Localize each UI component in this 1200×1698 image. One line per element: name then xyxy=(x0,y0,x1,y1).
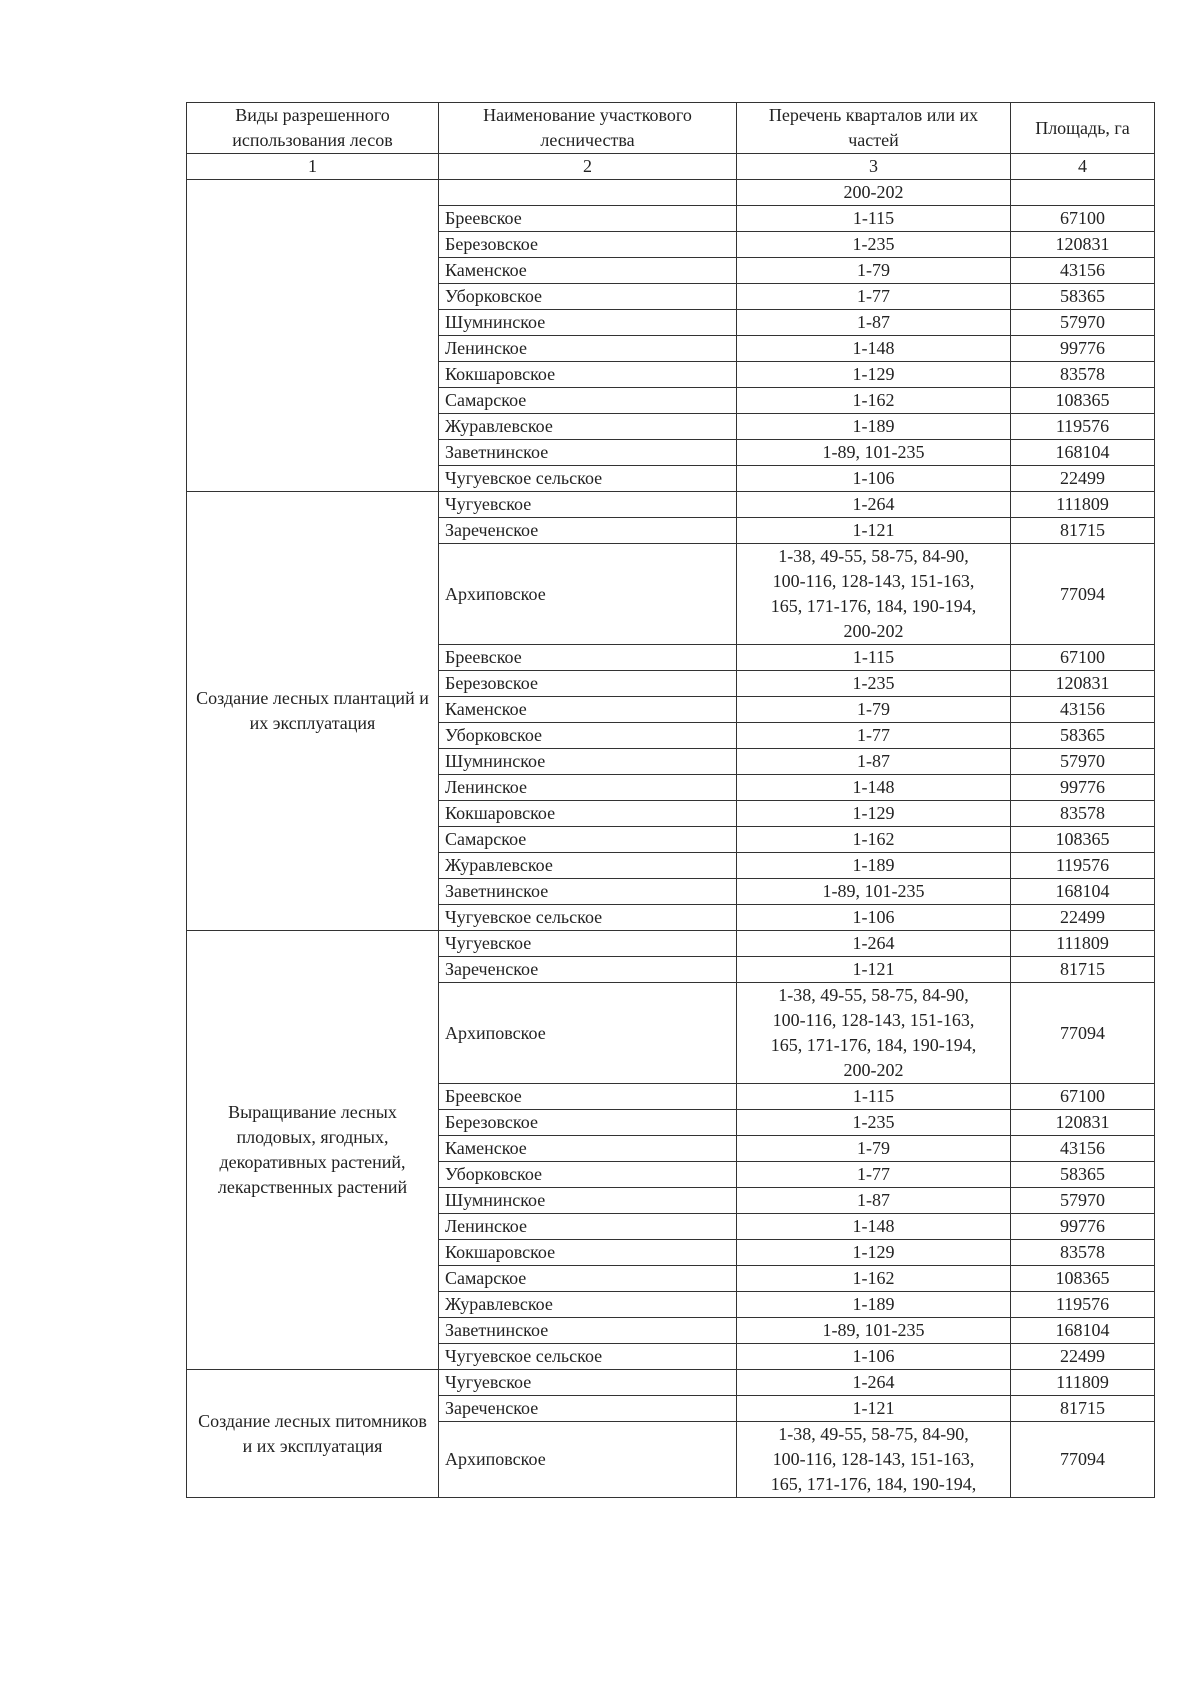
quarters-cell: 1-106 xyxy=(737,1344,1011,1370)
quarters-cell: 1-38, 49-55, 58-75, 84-90, 100-116, 128-143, 151-163, 165, 171-176, 184, 190-194, 200-202 xyxy=(737,544,1011,645)
area-cell: 57970 xyxy=(1011,1188,1155,1214)
area-cell: 22499 xyxy=(1011,1344,1155,1370)
area-cell: 108365 xyxy=(1011,1266,1155,1292)
forestry-name-cell: Березовское xyxy=(439,1110,737,1136)
quarters-cell: 1-121 xyxy=(737,1396,1011,1422)
quarters-cell: 1-121 xyxy=(737,957,1011,983)
forestry-name-cell: Березовское xyxy=(439,232,737,258)
area-cell: 67100 xyxy=(1011,645,1155,671)
quarters-cell: 1-79 xyxy=(737,1136,1011,1162)
forestry-name-cell: Самарское xyxy=(439,1266,737,1292)
quarters-cell: 1-87 xyxy=(737,749,1011,775)
forestry-name-cell: Архиповское xyxy=(439,1422,737,1498)
forestry-name-cell: Уборковское xyxy=(439,723,737,749)
forestry-name-cell: Чугуевское xyxy=(439,931,737,957)
forestry-name-cell: Зареченское xyxy=(439,1396,737,1422)
forestry-name-cell: Ленинское xyxy=(439,1214,737,1240)
quarters-cell: 1-189 xyxy=(737,414,1011,440)
quarters-cell: 1-89, 101-235 xyxy=(737,1318,1011,1344)
use-type-cell xyxy=(187,180,439,492)
quarters-cell: 1-77 xyxy=(737,1162,1011,1188)
quarters-cell: 1-148 xyxy=(737,1214,1011,1240)
column-number: 2 xyxy=(439,154,737,180)
quarters-cell: 1-235 xyxy=(737,1110,1011,1136)
quarters-cell: 1-106 xyxy=(737,466,1011,492)
area-cell: 43156 xyxy=(1011,258,1155,284)
header-forestry-name: Наименование участкового лесничества xyxy=(439,103,737,154)
forestry-name-cell: Чугуевское сельское xyxy=(439,905,737,931)
area-cell: 168104 xyxy=(1011,879,1155,905)
forestry-name-cell: Шумнинское xyxy=(439,1188,737,1214)
forestry-name-cell: Бреевское xyxy=(439,206,737,232)
area-cell: 119576 xyxy=(1011,414,1155,440)
quarters-cell: 1-235 xyxy=(737,671,1011,697)
area-cell: 81715 xyxy=(1011,1396,1155,1422)
quarters-cell: 1-79 xyxy=(737,697,1011,723)
quarters-cell: 1-148 xyxy=(737,336,1011,362)
quarters-cell: 1-189 xyxy=(737,853,1011,879)
forestry-name-cell: Заветнинское xyxy=(439,1318,737,1344)
forestry-name-cell: Ленинское xyxy=(439,336,737,362)
quarters-cell: 1-162 xyxy=(737,1266,1011,1292)
quarters-cell: 1-129 xyxy=(737,1240,1011,1266)
table-row xyxy=(187,180,1155,206)
header-area: Площадь, га xyxy=(1011,103,1155,154)
forestry-name-cell: Кокшаровское xyxy=(439,362,737,388)
quarters-cell: 1-77 xyxy=(737,284,1011,310)
area-cell: 168104 xyxy=(1011,1318,1155,1344)
forestry-name-cell: Самарское xyxy=(439,827,737,853)
forestry-name-cell: Чугуевское сельское xyxy=(439,1344,737,1370)
forestry-name-cell: Кокшаровское xyxy=(439,801,737,827)
area-cell: 58365 xyxy=(1011,723,1155,749)
quarters-cell: 1-115 xyxy=(737,1084,1011,1110)
forestry-name-cell: Каменское xyxy=(439,697,737,723)
table-header-row xyxy=(187,103,1155,154)
area-cell: 57970 xyxy=(1011,310,1155,336)
area-cell: 57970 xyxy=(1011,749,1155,775)
quarters-cell: 1-79 xyxy=(737,258,1011,284)
quarters-cell: 1-87 xyxy=(737,310,1011,336)
quarters-cell: 1-89, 101-235 xyxy=(737,440,1011,466)
column-number-row xyxy=(187,154,1155,180)
quarters-cell: 1-87 xyxy=(737,1188,1011,1214)
forestry-name-cell: Чугуевское сельское xyxy=(439,466,737,492)
table-body xyxy=(187,180,1155,1498)
forestry-name-cell: Бреевское xyxy=(439,1084,737,1110)
area-cell: 99776 xyxy=(1011,336,1155,362)
table-row xyxy=(187,1370,1155,1396)
quarters-cell: 1-106 xyxy=(737,905,1011,931)
area-cell: 77094 xyxy=(1011,544,1155,645)
area-cell: 77094 xyxy=(1011,1422,1155,1498)
column-number: 3 xyxy=(737,154,1011,180)
forestry-name-cell: Архиповское xyxy=(439,983,737,1084)
forestry-name-cell: Журавлевское xyxy=(439,1292,737,1318)
quarters-cell: 1-129 xyxy=(737,801,1011,827)
area-cell: 58365 xyxy=(1011,1162,1155,1188)
use-type-cell: Выращивание лесных плодовых, ягодных, декоративных растений, лекарственных растений xyxy=(187,931,439,1370)
area-cell: 120831 xyxy=(1011,232,1155,258)
table-row xyxy=(187,492,1155,518)
forestry-name-cell: Заветнинское xyxy=(439,879,737,905)
quarters-cell: 1-121 xyxy=(737,518,1011,544)
area-cell: 111809 xyxy=(1011,492,1155,518)
area-cell: 81715 xyxy=(1011,957,1155,983)
forestry-name-cell: Чугуевское xyxy=(439,1370,737,1396)
area-cell: 83578 xyxy=(1011,1240,1155,1266)
area-cell: 111809 xyxy=(1011,931,1155,957)
quarters-cell: 1-264 xyxy=(737,1370,1011,1396)
use-type-cell: Создание лесных плантаций и их эксплуатация xyxy=(187,492,439,931)
use-type-cell: Создание лесных питомников и их эксплуатация xyxy=(187,1370,439,1498)
forestry-name-cell xyxy=(439,180,737,206)
forestry-name-cell: Уборковское xyxy=(439,1162,737,1188)
quarters-cell: 1-264 xyxy=(737,492,1011,518)
quarters-cell: 1-162 xyxy=(737,827,1011,853)
area-cell: 83578 xyxy=(1011,362,1155,388)
column-number: 1 xyxy=(187,154,439,180)
area-cell: 22499 xyxy=(1011,466,1155,492)
quarters-cell: 1-235 xyxy=(737,232,1011,258)
quarters-cell: 1-264 xyxy=(737,931,1011,957)
forestry-name-cell: Кокшаровское xyxy=(439,1240,737,1266)
forestry-name-cell: Шумнинское xyxy=(439,749,737,775)
quarters-cell: 1-115 xyxy=(737,206,1011,232)
quarters-cell: 1-162 xyxy=(737,388,1011,414)
forestry-name-cell: Ленинское xyxy=(439,775,737,801)
area-cell: 168104 xyxy=(1011,440,1155,466)
area-cell: 108365 xyxy=(1011,827,1155,853)
area-cell: 119576 xyxy=(1011,1292,1155,1318)
quarters-cell: 1-189 xyxy=(737,1292,1011,1318)
area-cell: 58365 xyxy=(1011,284,1155,310)
column-number: 4 xyxy=(1011,154,1155,180)
forest-use-table xyxy=(186,102,1155,1498)
forestry-name-cell: Березовское xyxy=(439,671,737,697)
quarters-cell: 1-115 xyxy=(737,645,1011,671)
area-cell: 119576 xyxy=(1011,853,1155,879)
quarters-cell: 1-148 xyxy=(737,775,1011,801)
forestry-name-cell: Журавлевское xyxy=(439,853,737,879)
area-cell: 67100 xyxy=(1011,1084,1155,1110)
forestry-name-cell: Уборковское xyxy=(439,284,737,310)
area-cell: 99776 xyxy=(1011,1214,1155,1240)
forestry-name-cell: Чугуевское xyxy=(439,492,737,518)
area-cell: 81715 xyxy=(1011,518,1155,544)
forestry-name-cell: Шумнинское xyxy=(439,310,737,336)
forestry-name-cell: Зареченское xyxy=(439,518,737,544)
forestry-name-cell: Зареченское xyxy=(439,957,737,983)
forestry-name-cell: Самарское xyxy=(439,388,737,414)
area-cell: 99776 xyxy=(1011,775,1155,801)
area-cell: 108365 xyxy=(1011,388,1155,414)
quarters-cell: 1-38, 49-55, 58-75, 84-90, 100-116, 128-143, 151-163, 165, 171-176, 184, 190-194, 200-202 xyxy=(737,983,1011,1084)
forestry-name-cell: Журавлевское xyxy=(439,414,737,440)
area-cell: 120831 xyxy=(1011,671,1155,697)
forestry-name-cell: Каменское xyxy=(439,1136,737,1162)
quarters-cell: 1-77 xyxy=(737,723,1011,749)
area-cell: 67100 xyxy=(1011,206,1155,232)
quarters-cell: 1-89, 101-235 xyxy=(737,879,1011,905)
area-cell xyxy=(1011,180,1155,206)
forestry-name-cell: Бреевское xyxy=(439,645,737,671)
area-cell: 43156 xyxy=(1011,697,1155,723)
header-use-type: Виды разрешенного использования лесов xyxy=(187,103,439,154)
forestry-name-cell: Архиповское xyxy=(439,544,737,645)
area-cell: 83578 xyxy=(1011,801,1155,827)
quarters-cell: 1-129 xyxy=(737,362,1011,388)
forestry-name-cell: Каменское xyxy=(439,258,737,284)
quarters-cell: 1-38, 49-55, 58-75, 84-90, 100-116, 128-143, 151-163, 165, 171-176, 184, 190-194, xyxy=(737,1422,1011,1498)
area-cell: 120831 xyxy=(1011,1110,1155,1136)
quarters-cell: 200-202 xyxy=(737,180,1011,206)
forestry-name-cell: Заветнинское xyxy=(439,440,737,466)
area-cell: 77094 xyxy=(1011,983,1155,1084)
area-cell: 111809 xyxy=(1011,1370,1155,1396)
table-row xyxy=(187,931,1155,957)
area-cell: 22499 xyxy=(1011,905,1155,931)
area-cell: 43156 xyxy=(1011,1136,1155,1162)
header-quarters-list: Перечень кварталов или их частей xyxy=(737,103,1011,154)
